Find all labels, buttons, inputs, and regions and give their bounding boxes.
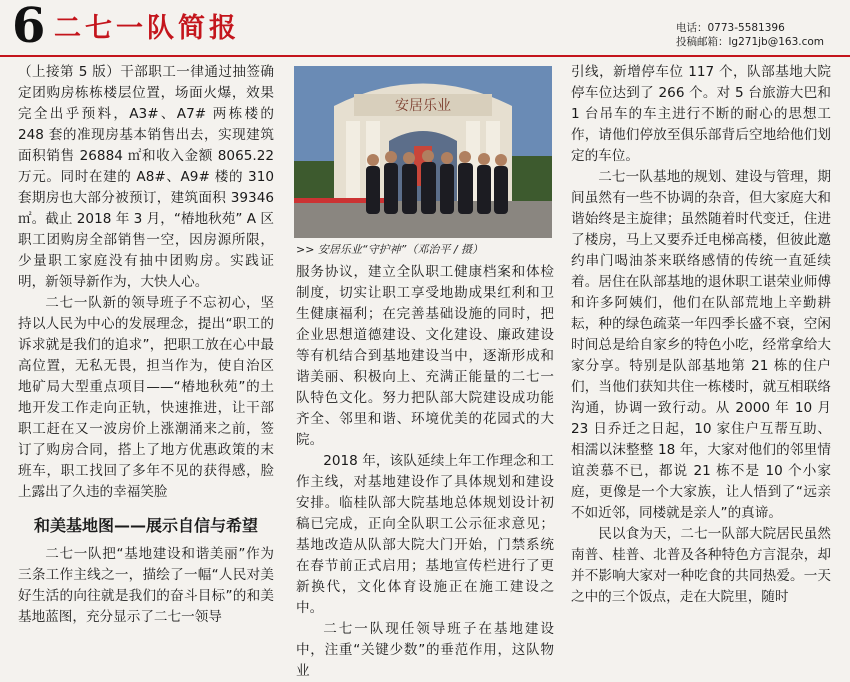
newsletter-title: 二七一队简报 xyxy=(54,13,240,44)
article-paragraph: 二七一队把“基地建设和谐美丽”作为三条工作主线之一，描绘了一幅“人民对美好生活的向往就是我们的奋斗目标”的和美基地蓝图，充分显示了二七一领导 xyxy=(18,546,274,625)
column-right xyxy=(571,62,831,608)
article-paragraph: 引线，新增停车位 117 个，队部基地大院停车位达到了 266 个。对 5 台旅游大巴和 1 台吊车的车主进行不断的耐心的思想工作，请他们停放至俱乐部背后空地给他们划定的车位。 xyxy=(571,64,831,164)
photo-caption: >> 安居乐业“守护神”（邓治平 / 摄） xyxy=(296,243,484,256)
article-paragraph: 2018 年，该队延续上年工作理念和工作主线，对基地建设作了具体规划和建设安排。临桂队部大院基地总体规划设计初稿已完成，正向全队职工公示征求意见；基地改造从队部大院大门开始，门禁系统在春节前正式启用；基地宣传栏进行了更新换代，文化体育设施正在施工建设之中。 xyxy=(296,453,554,616)
column-left xyxy=(18,62,274,628)
photo-illustration xyxy=(294,66,552,238)
contact-info xyxy=(676,21,824,49)
header-rule xyxy=(0,55,850,57)
news-photo xyxy=(294,66,552,238)
article-paragraph: 二七一队基地的规划、建设与管理，期间虽然有一些不协调的杂音，但大家庭大和谐始终是主旋律；虽然随着时代变迁，住进了楼房，马上又要乔迁电梯高楼，但彼此邀约串门喝油茶来联络感情的传统一直延续着。居住在队部基地的退休职工谌荣业师傅和许多阿姨们，他们在队部荒地上辛勤耕耘，种的绿色疏菜一年四季长盛不衰，空闲时间总是给自家乡的特色小吃，经常拿给大家分享。特别是队部基地第 21 栋的住户们，当他们获知共住一栋楼时，就互相联络沟通，协调一致行动。从 2000 年 10 月 23 日乔迁之日起，10 家住户互帮互助、相濡以沫整整 18 年，大家对他们的邻里情谊羡慕不已，都说 21 栋不是 10 个小家庭，更像是一个大家族，让人悟到了“远亲不如近邻，同楼就是亲人”的真谛。 xyxy=(571,169,831,521)
arch-inscription: 安居乐业 xyxy=(395,98,451,114)
article-paragraph: 二七一队现任领导班子在基地建设中，注重“关键少数”的垂范作用，这队物业 xyxy=(296,621,554,679)
article-paragraph: 民以食为天，二七一队部大院居民虽然南普、桂普、北普及各种特色方言混杂，却并不影响大家对一种吃食的共同热爱。一天之中的三个饭点，走在大院里，随时 xyxy=(571,526,831,605)
article-paragraph: 二七一队新的领导班子不忘初心，坚持以人民为中心的发展理念，提出“职工的诉求就是我们的追求”，把职工放在心中最高位置，无私无畏，担当作为，使自治区地矿局大型重点项目——“椿地秋苑”的土地开发工作走向正轨，快速推进，让干部职工赶在又一波房价上涨潮涌来之前，签订了购房合同，搭上了地方优惠政策的末班车，职工找回了多年不见的获得感，脸上露出了久违的幸福笑脸 xyxy=(18,295,274,500)
masthead xyxy=(0,0,850,56)
phone-line: 电话：0773-5581396 xyxy=(676,22,785,34)
email-line: 投稿邮箱：lg271jb@163.com xyxy=(676,36,825,48)
article-paragraph: 服务协议，建立全队职工健康档案和体检制度，切实让职工享受地勘成果红利和卫生健康福利；在完善基础设施的同时，把企业思想道德建设、文化建设、廉政建设等有机结合到基地建设当中，逐渐形成和谐美丽、积极向上、充满正能量的二七一队特色文化。努力把队部大院建设成功能齐全、邻里和谐、环境优美的花园式的大院。 xyxy=(296,264,554,448)
page-number: 6 xyxy=(12,0,46,54)
column-middle xyxy=(296,262,554,682)
article-paragraph: （上接第 5 版）干部职工一律通过抽签确定团购房栋栋楼层位置，场面火爆，效果完全出乎预料，A3#、A7# 两栋楼的 248 套的准现房基本销售出去，实现建筑面积销售 26884 ㎡和收入金额 8065.22 万元。同时在建的 A8#、A9# 楼的 310 套期房也大部分被预订，建筑面积 39346 ㎡。截止 2018 年 3 月，“椿地秋苑” A 区职工团购房全部销售一空，因房源所限，少量职工家庭没有抽中团购房。实践证明，新领导新作为，大快人心。 xyxy=(18,64,274,290)
section-heading: 和美基地图——展示自信与希望 xyxy=(33,516,258,535)
